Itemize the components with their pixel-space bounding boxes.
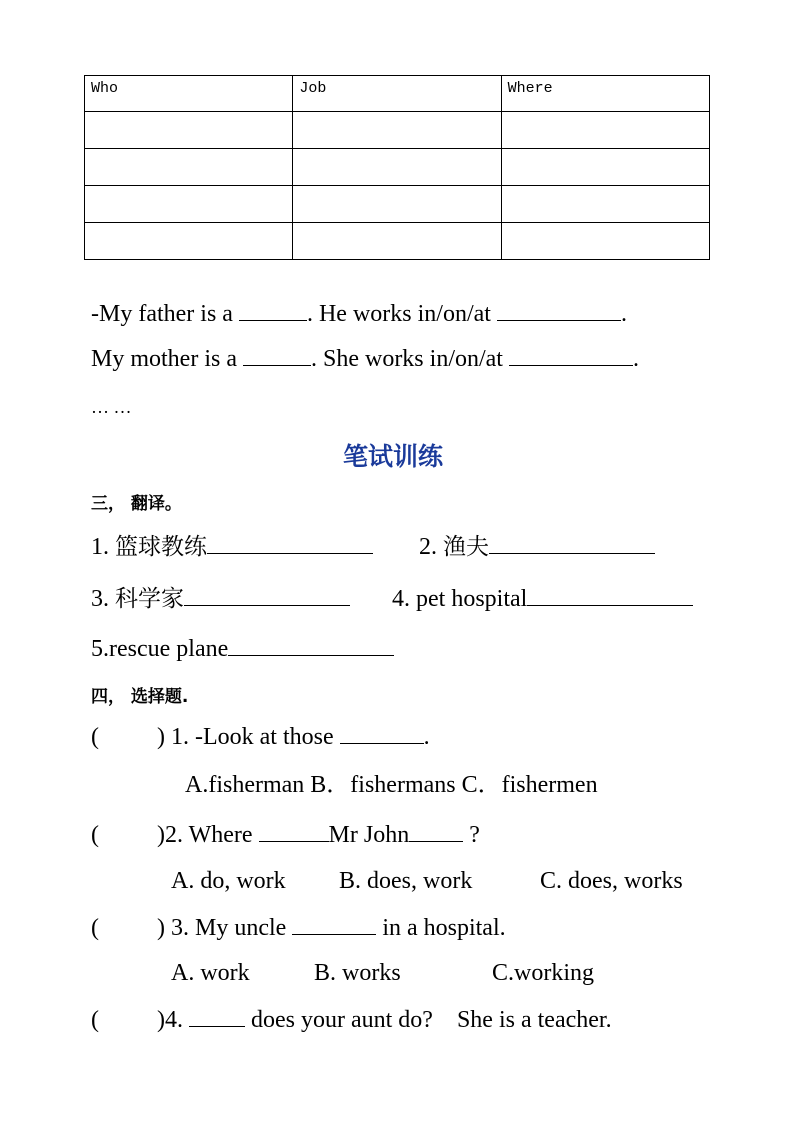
q2-stem-end: ? (463, 822, 480, 848)
who-job-where-table (84, 75, 710, 260)
q1-open-paren: ( (91, 724, 99, 750)
q4-stem-blank[interactable] (189, 1006, 245, 1027)
father-job-blank[interactable] (239, 300, 307, 321)
father-sentence-mid: . He works in/on/at (306, 301, 497, 327)
mother-sentence-end: . (632, 346, 639, 372)
q2-stem-blank-1[interactable] (259, 821, 329, 842)
father-place-blank[interactable] (497, 300, 621, 321)
q2-stem-blank-2[interactable] (409, 821, 463, 842)
table-cell[interactable] (85, 149, 293, 186)
q2-option-a[interactable]: A. do, work (171, 868, 286, 894)
q3-stem-blank[interactable] (292, 914, 376, 935)
table-cell[interactable] (293, 149, 501, 186)
q2-stem: 2. Where (165, 822, 259, 848)
q1-stem: 1. -Look at those (171, 724, 340, 750)
table-row (85, 149, 710, 186)
header-job: Job (293, 76, 501, 112)
table-cell[interactable] (293, 112, 501, 149)
choice-q2 (91, 821, 480, 849)
q3-text: 科学家 (115, 586, 184, 612)
table-row (85, 112, 710, 149)
q1-close-paren: ) (157, 724, 165, 750)
q1-stem-end: . (423, 724, 430, 750)
page-heading: 笔试训练 (343, 442, 444, 471)
table-cell[interactable] (85, 186, 293, 223)
q4-stem: 4. (165, 1007, 189, 1033)
translate-q3 (91, 585, 350, 613)
q3-option-c[interactable]: C.working (492, 960, 594, 986)
q4-open-paren: ( (91, 1007, 99, 1033)
table-row (85, 186, 710, 223)
translate-q5 (91, 635, 394, 663)
header-who: Who (85, 76, 293, 112)
q2-text: 渔夫 (443, 534, 489, 560)
header-where: Where (501, 76, 709, 112)
table-cell[interactable] (501, 112, 709, 149)
father-sentence-start: -My father is a (91, 301, 239, 327)
table-header-row (85, 76, 710, 112)
q1-options (185, 771, 598, 799)
q4-stem-end: does your aunt do? She is a teacher. (245, 1007, 612, 1033)
choice-q4 (91, 1006, 612, 1034)
section-3-title: 三， 翻译。 (91, 494, 182, 514)
mother-place-blank[interactable] (509, 345, 633, 366)
q2-option-c[interactable]: C. does, works (540, 868, 683, 894)
mother-sentence-mid: . She works in/on/at (310, 346, 509, 372)
choice-q3 (91, 914, 506, 942)
q2-close-paren: ) (157, 822, 165, 848)
q5-answer-blank[interactable] (228, 635, 394, 656)
q2-options (171, 867, 286, 895)
q2-answer-blank[interactable] (489, 533, 655, 554)
q3-close-paren: ) (157, 915, 165, 941)
q2-stem-mid: Mr John (328, 822, 410, 848)
q3-option-a-wrap (171, 959, 250, 987)
table-row (85, 223, 710, 260)
q4-answer-blank[interactable] (527, 585, 693, 606)
mother-sentence (91, 345, 639, 373)
q1-option-b[interactable]: B．fishermans (310, 772, 456, 798)
q1-option-c[interactable]: C．fishermen (461, 772, 598, 798)
choice-q1 (91, 723, 430, 751)
table-cell[interactable] (85, 223, 293, 260)
q3-stem-end: in a hospital. (376, 915, 506, 941)
q3-option-a[interactable]: A. work (171, 960, 250, 986)
q2-option-b[interactable]: B. does, work (339, 868, 473, 894)
q3-option-c-wrap (492, 959, 594, 987)
table-cell[interactable] (293, 186, 501, 223)
table-cell[interactable] (501, 186, 709, 223)
q1-number: 1. (91, 534, 109, 560)
translate-q1 (91, 533, 373, 561)
q2-open-paren: ( (91, 822, 99, 848)
q1-text: 篮球教练 (115, 534, 207, 560)
father-sentence (91, 300, 627, 328)
translate-q4 (392, 585, 693, 613)
q3-option-b-wrap (314, 959, 401, 987)
section-4-title: 四， 选择题. (91, 687, 189, 707)
father-sentence-end: . (620, 301, 627, 327)
q2-number: 2. (419, 534, 437, 560)
ellipsis: … … (91, 397, 132, 417)
q2-option-b-wrap (339, 867, 472, 895)
table-cell[interactable] (501, 149, 709, 186)
mother-job-blank[interactable] (243, 345, 311, 366)
translate-q2 (419, 533, 655, 561)
q3-option-b[interactable]: B. works (314, 960, 401, 986)
table-cell[interactable] (85, 112, 293, 149)
q2-option-c-wrap (540, 867, 683, 895)
q1-stem-blank[interactable] (340, 723, 424, 744)
q3-open-paren: ( (91, 915, 99, 941)
q3-number: 3. (91, 586, 109, 612)
q4-close-paren: ) (157, 1007, 165, 1033)
q4-text: 4. pet hospital (392, 586, 528, 612)
table-cell[interactable] (293, 223, 501, 260)
q3-answer-blank[interactable] (184, 585, 350, 606)
q1-option-a[interactable]: A.fisherman (185, 772, 305, 798)
q1-answer-blank[interactable] (207, 533, 373, 554)
mother-sentence-start: My mother is a (91, 346, 243, 372)
q5-text: 5.rescue plane (91, 636, 229, 662)
q3-stem: 3. My uncle (171, 915, 293, 941)
table-cell[interactable] (501, 223, 709, 260)
